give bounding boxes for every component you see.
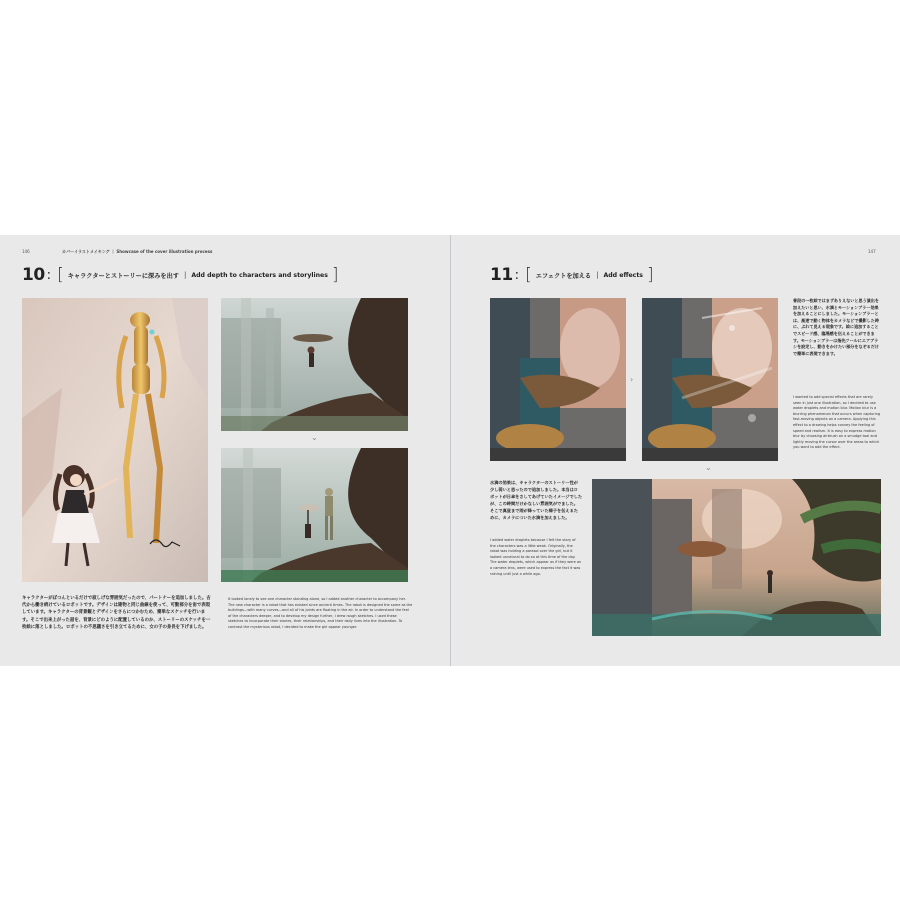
- robot-scene-before: [221, 298, 408, 431]
- section-title-jp: キャラクターとストーリーに深みを出す: [67, 272, 179, 280]
- section-title-en: Add effects: [603, 271, 643, 279]
- effects-before-image: [490, 298, 626, 461]
- chevron-down-icon: ⌄: [311, 433, 318, 442]
- lower-text-en: I added water droplets because I felt the story of the characters was a little weak. Originally, the robot was holding a parasol over the girl, but it looked unnatural to do so at this time of the day. The water droplets, which appear as if they were on a camera lens, were used to express the fact it was raining until just a while ago.: [490, 538, 582, 576]
- section-title-en: Add depth to characters and storylines: [191, 271, 328, 279]
- section-number: 11: [490, 265, 513, 285]
- book-spread: [0, 235, 900, 666]
- body-text-jp: キャラクターがぽつんといるだけで寂しげな雰囲気だったので、パートナーを追加しました。古代から働き続けているロボットです。デザインは建物と同じ曲線を使って、可動部分を宙で表現しています。キャラクターの背景観とデザインをさらにつかむため、簡単なスケッチを行います。そこで出来上がった話を、背景にどのように配置しているのか、ストーリーのスケッチを一枚絵に落としました。ロボットの不思議さを引き立てるために、女の子の身長を下げました。: [22, 596, 211, 630]
- robot-scene-after: [221, 448, 408, 582]
- right-page-number: 147: [868, 249, 876, 254]
- character-robot-illustration: [22, 298, 208, 582]
- section-10-title: 10 : [ キャラクターとストーリーに深みを出す | Add depth to characters and storylines ]: [22, 265, 339, 285]
- chevron-right-icon: ›: [630, 375, 634, 384]
- body-text-en: It looked lonely to see one character standing alone, so I added another character to accompany her. The new character is a robot that has existed since ancient times. The robot is designed the same as the buildings—with many curves—and all of his joints are floating in the air. In order to understand the feel of the characters deeper, and to develop my design further, I drew rough sketches. I used these sketches to incorporate their stories, their relationships, and their daily lives into the illustration. To contrast the mysterious robot, I decided to make the girl appear younger.: [228, 597, 413, 629]
- left-page-number: 146: [22, 249, 30, 254]
- section-title-jp: エフェクトを加える: [535, 272, 592, 280]
- section-number: 10: [22, 265, 45, 285]
- gutter: [450, 235, 451, 666]
- side-text-jp: 普段の一枚絵ではまずありえないと思う演出を加えたいと思い、水滴とモーションブラー効果を加えることにしました。モーションブラーとは、高速で動く物体をカメラなどで撮影した時に、ぶれて見える現象です。絵に追加することでスピード感、臨場感を伝えることができます。モーションブラーは指先ツールにエアブラシを設定し、動きをかけたい部分をなぞるだけで簡単に表現できます。: [793, 298, 879, 356]
- section-11-title: 11 : [ エフェクトを加える | Add effects ]: [490, 265, 654, 285]
- chevron-down-icon: ⌄: [705, 463, 712, 472]
- lower-text-jp: 水滴の効果は、キャラクターのストーリー性が少し弱いと思ったので追加しました。本当はロボットが日傘をさしてあげていたイメージでしたが、この時間だけかなしい雰囲気がでました。そこで真昼まで雨が降っていた様子を伝えるために、カメラについた水滴を加えました。: [490, 480, 583, 520]
- final-illustration: [592, 479, 881, 636]
- side-text-en: I wanted to add special effects that are rarely seen in just one illustration, so I decided to use water droplets and motion blur. Motion blur is a blurring phenomenon that occurs when capturing fast-moving objects on a camera. Applying this effect to a drawing helps convey the feeling of speed and realism. It is easy to express motion blur by choosing airbrush on a smudge tool and lightly moving the cursor over the areas to which you want to add the effect.: [793, 395, 881, 450]
- running-head: カバーイラストメイキング ｜ Showcase of the cover illustration process: [62, 249, 213, 254]
- effects-after-image: [642, 298, 778, 461]
